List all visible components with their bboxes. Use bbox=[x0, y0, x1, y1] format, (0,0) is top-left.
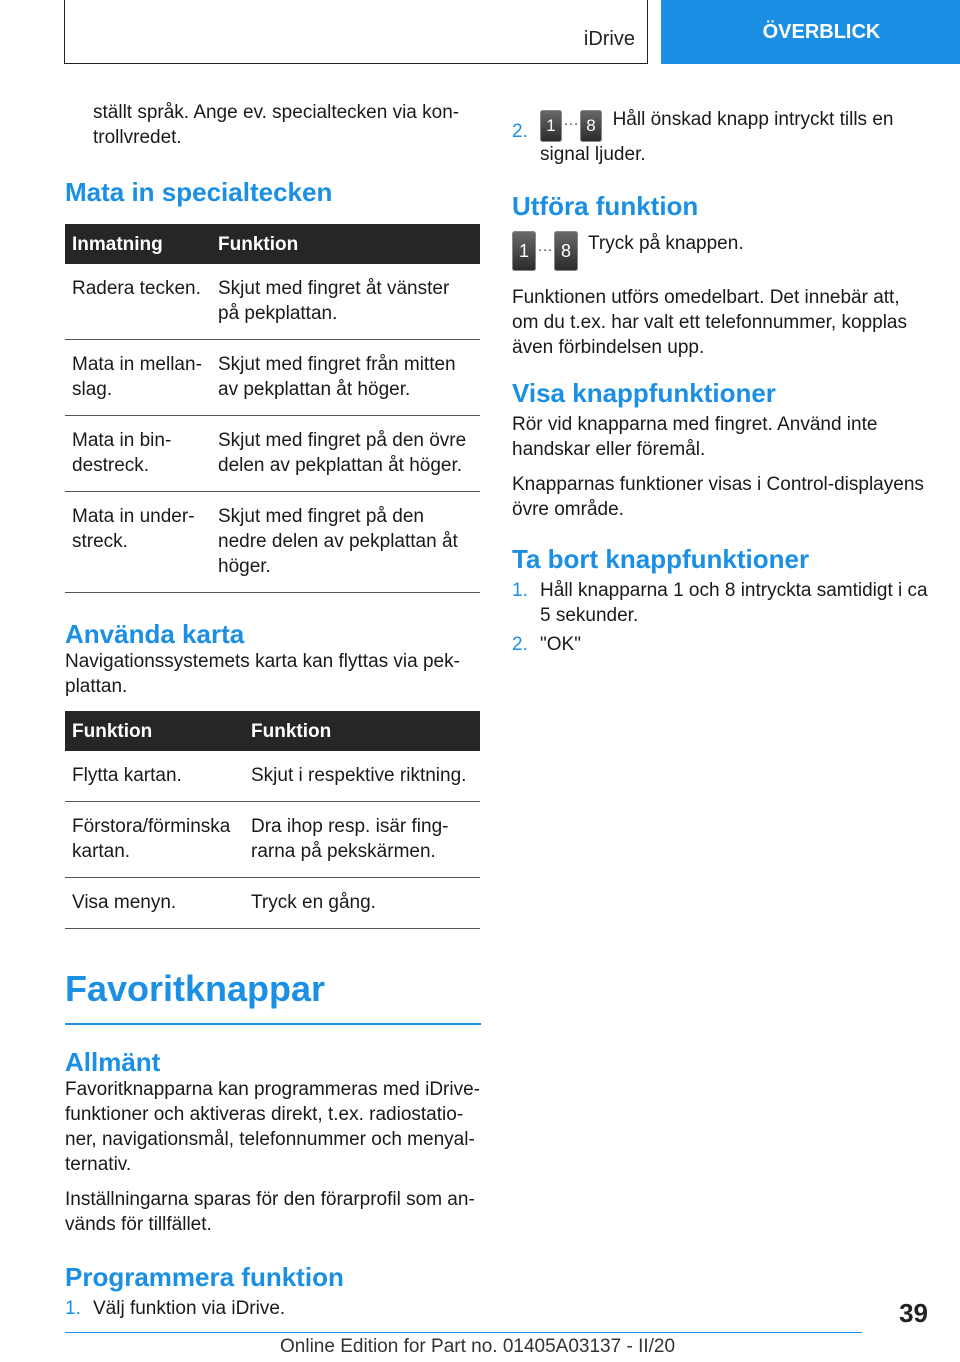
list-text: Håll knapparna 1 och 8 intryckta samtidigt i ca 5 sekunder. bbox=[540, 580, 928, 626]
visa-paragraph-1: Rör vid knapparna med fingret. Använd inte handskar eller föremål. bbox=[512, 414, 878, 460]
utfora-press-row bbox=[512, 231, 928, 271]
utfora-paragraph: Funktionen utförs omedelbart. Det innebär att, om du t.ex. har valt ett telefonnummer, kopplas även förbindelsen upp. bbox=[512, 287, 907, 358]
table-cell: Visa menyn. bbox=[65, 878, 244, 929]
map-text: Navigationssystemets karta kan flyttas via pekplattan. bbox=[65, 651, 460, 697]
allmant-paragraph-2: Inställningarna sparas för den förarprofil som används för tillfället. bbox=[65, 1189, 475, 1235]
table-cell: Mata in understreck. bbox=[65, 492, 211, 593]
footer-divider bbox=[65, 1332, 862, 1333]
tabort-heading: Ta bort knappfunktioner bbox=[512, 544, 810, 574]
map-header-1: Funktion bbox=[65, 711, 244, 751]
map-heading: Använda karta bbox=[65, 619, 245, 649]
table-row bbox=[65, 802, 480, 878]
allmant-heading: Allmänt bbox=[65, 1047, 161, 1077]
map-header-2: Funktion bbox=[244, 711, 480, 751]
table-row bbox=[65, 751, 480, 802]
list-text: "OK" bbox=[540, 634, 581, 655]
prog-heading: Programmera funktion bbox=[65, 1262, 344, 1292]
list-item bbox=[512, 632, 928, 657]
table-row bbox=[65, 878, 480, 929]
table-cell: Mata in mellanslag. bbox=[65, 340, 211, 416]
list-item bbox=[512, 107, 928, 167]
intro-line: ställt språk. Ange ev. specialtecken via kontrollvredet. bbox=[93, 102, 460, 148]
special-header-input: Inmatning bbox=[65, 224, 211, 264]
table-cell: Skjut med fingret på den övre delen av pekplattan åt höger. bbox=[211, 416, 480, 492]
special-table bbox=[65, 224, 480, 593]
ellipsis: … bbox=[563, 112, 579, 129]
list-number: 1. bbox=[65, 1298, 81, 1319]
table-row bbox=[65, 492, 480, 593]
list-number: 2. bbox=[512, 121, 528, 142]
favorite-key-1-icon: 1 bbox=[512, 231, 536, 271]
left-column bbox=[65, 100, 481, 1321]
visa-paragraph-2: Knapparnas funktioner visas i Control-displayens övre område. bbox=[512, 474, 924, 520]
table-cell: Flytta kartan. bbox=[65, 751, 244, 802]
step2-text: Håll önskad knapp intryckt tills en signal ljuder. bbox=[540, 109, 894, 165]
list-item bbox=[65, 1296, 481, 1321]
map-table bbox=[65, 711, 480, 929]
table-cell: Mata in bindestreck. bbox=[65, 416, 211, 492]
ellipsis: … bbox=[537, 238, 553, 255]
table-row bbox=[65, 416, 480, 492]
utfora-press-text: Tryck på knappen. bbox=[588, 233, 744, 254]
table-cell: Förstora/förminska kartan. bbox=[65, 802, 244, 878]
right-column bbox=[512, 107, 928, 657]
list-number: 1. bbox=[512, 580, 528, 601]
table-cell: Tryck en gång. bbox=[244, 878, 480, 929]
utfora-heading: Utföra funktion bbox=[512, 191, 699, 221]
favorite-key-1-icon: 1 bbox=[540, 110, 562, 142]
visa-heading: Visa knappfunktioner bbox=[512, 378, 776, 408]
table-cell: Dra ihop resp. isär fingrarna på pekskärmen. bbox=[244, 802, 480, 878]
table-row bbox=[65, 340, 480, 416]
list-text bbox=[540, 107, 928, 167]
table-cell: Skjut med fingret åt vänster på pekplattan. bbox=[211, 264, 480, 340]
list-item bbox=[512, 578, 928, 628]
edition-text: Online Edition for Part no. 01405A03137 - II/20 bbox=[280, 1336, 676, 1357]
favorite-key-8-icon: 8 bbox=[580, 110, 602, 142]
page-number: 39 bbox=[899, 1298, 928, 1328]
fav-heading: Favoritknappar bbox=[65, 969, 481, 1025]
table-cell: Skjut i respektive riktning. bbox=[244, 751, 480, 802]
special-header-function: Funktion bbox=[211, 224, 480, 264]
table-cell: Radera tecken. bbox=[65, 264, 211, 340]
chapter-tab[interactable]: ÖVERBLICK bbox=[661, 0, 960, 64]
section-title: iDrive bbox=[583, 28, 635, 50]
list-text: Välj funktion via iDrive. bbox=[93, 1298, 286, 1319]
allmant-paragraph-1: Favoritknapparna kan programmeras med iDrive-funktioner och aktiveras direkt, t.ex. radiostationer, navigationsmål, telefonnummer och menyalternativ. bbox=[65, 1079, 480, 1175]
table-cell: Skjut med fingret från mitten av pekplattan åt höger. bbox=[211, 340, 480, 416]
table-row bbox=[65, 264, 480, 340]
favorite-key-8-icon: 8 bbox=[554, 231, 578, 271]
header-box bbox=[64, 0, 648, 64]
special-heading: Mata in specialtecken bbox=[65, 177, 333, 207]
table-cell: Skjut med fingret på den nedre delen av pekplattan åt höger. bbox=[211, 492, 480, 593]
list-number: 2. bbox=[512, 634, 528, 655]
